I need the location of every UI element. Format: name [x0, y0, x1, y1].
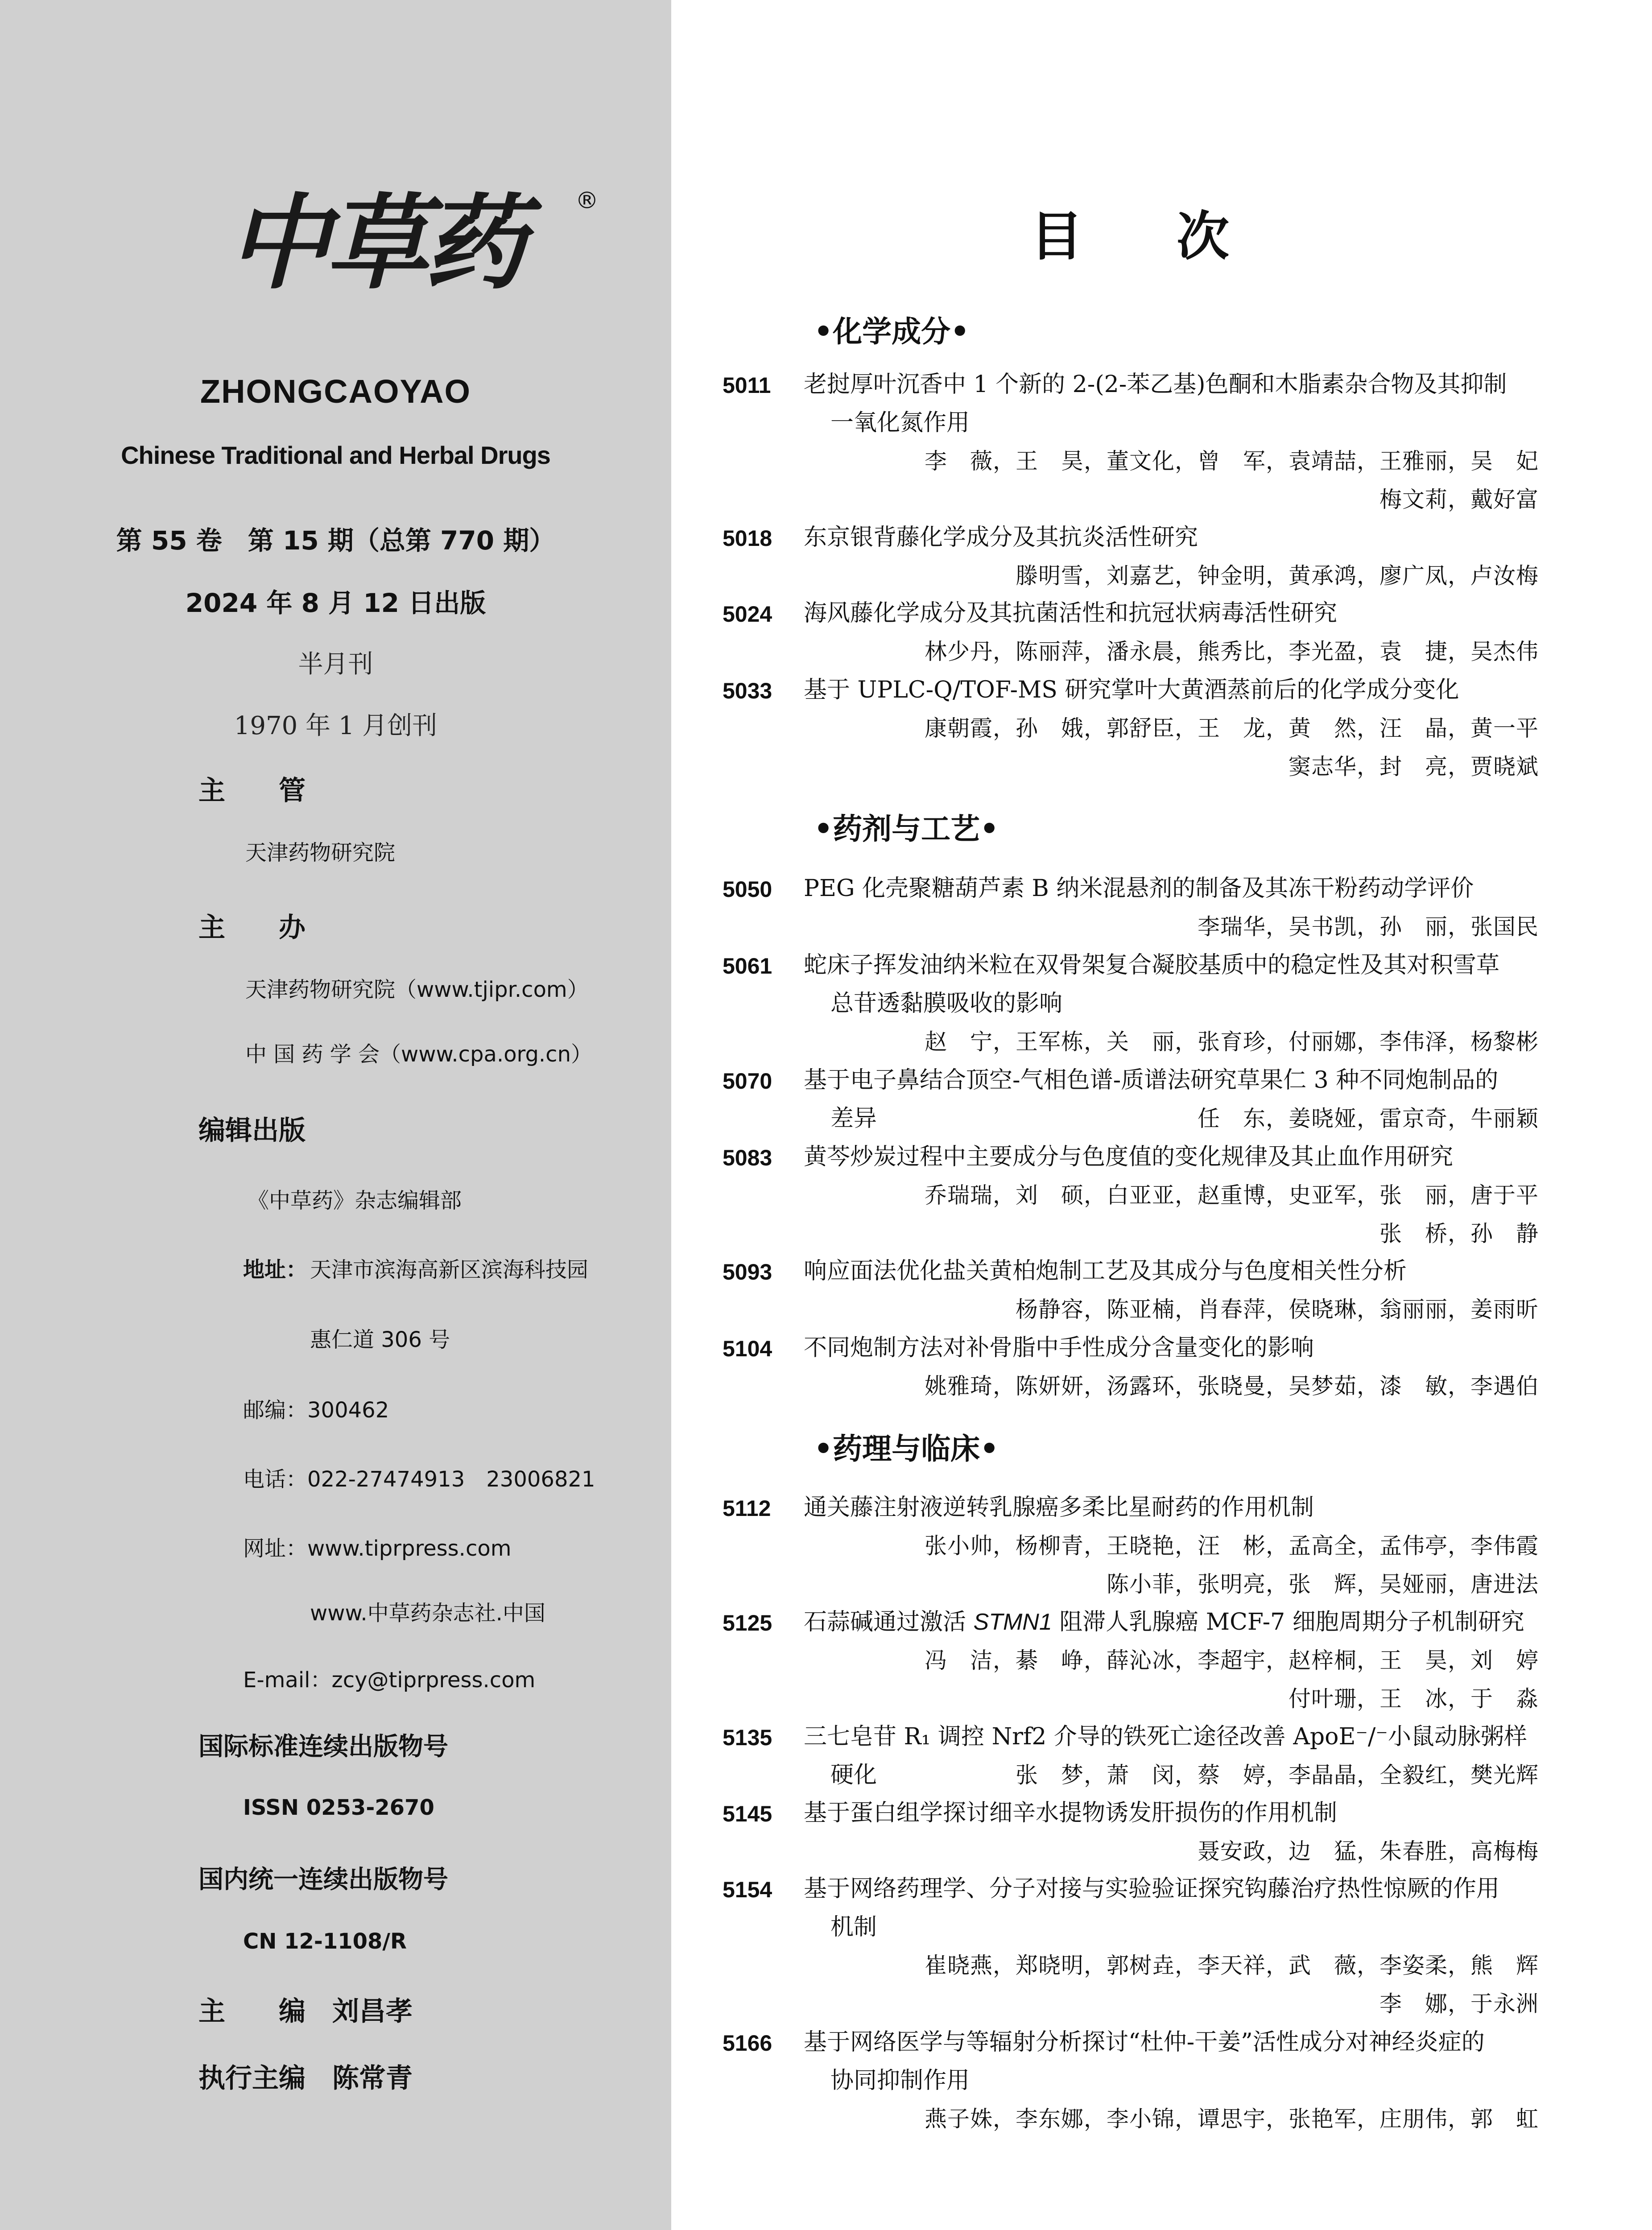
article-authors: 任 东，姜晓娅，雷京奇，牛丽颖: [1198, 1106, 1539, 1132]
page-number: 5112: [723, 1496, 771, 1521]
volume-issue: 第 55 卷 第 15 期（总第 770 期）: [116, 525, 555, 556]
editor-label: 编辑出版: [198, 1115, 306, 1146]
cn-number: CN 12-1108/R: [243, 1929, 407, 1954]
sponsor-2: 中 国 药 学 会（www.cpa.org.cn）: [245, 1042, 592, 1067]
article-title: PEG 化壳聚糖葫芦素 B 纳米混悬剂的制备及其冻干粉药动学评价: [804, 875, 1474, 902]
article-authors: 滕明雪，刘嘉艺，钟金明，黄承鸿，廖广凤，卢汝梅: [1016, 563, 1539, 589]
page-number: 5166: [723, 2031, 772, 2056]
page-number: 5145: [723, 1801, 772, 1826]
page-number: 5125: [723, 1611, 772, 1635]
article-title: 差异: [830, 1105, 877, 1132]
article-title: 协同抑制作用: [830, 2067, 970, 2094]
article-title: 蛇床子挥发油纳米粒在双骨架复合凝胶基质中的稳定性及其对积雪草: [804, 952, 1500, 979]
toc-title: 目次: [1030, 206, 1323, 267]
page-number: 5070: [723, 1069, 772, 1094]
chief-editor: 主 编 刘昌孝: [198, 1996, 413, 2027]
article-title: 基于蛋白组学探讨细辛水提物诱发肝损伤的作用机制: [804, 1800, 1338, 1826]
article-title: 总苷透黏膜吸收的影响: [830, 990, 1063, 1017]
cover-panel: [0, 0, 671, 2230]
issn-label: 国际标准连续出版物号: [198, 1732, 448, 1761]
article-authors: 张小帅，杨柳青，王晓艳，汪 彬，孟高全，孟伟亭，李伟霞: [925, 1533, 1539, 1559]
postcode: 邮编：300462: [243, 1398, 389, 1423]
section-heading-pharmacology: •药理与临床•: [814, 1432, 999, 1466]
article-authors: 陈小菲，张明亮，张 辉，吴娅丽，唐进法: [1107, 1571, 1539, 1597]
page-number: 5024: [723, 602, 772, 627]
page-number: 5050: [723, 877, 772, 902]
article-title: 不同炮制方法对补骨脂中手性成分含量变化的影响: [804, 1334, 1314, 1361]
supervisor: 天津药物研究院: [245, 840, 396, 865]
email: E-mail：zcy@tiprpress.com: [243, 1668, 536, 1693]
article-authors: 梅文莉，戴好富: [1379, 487, 1539, 512]
article-title: 基于网络医学与等辐射分析探讨“杜仲-干姜”活性成分对神经炎症的: [804, 2029, 1485, 2056]
article-authors: 冯 洁，綦 峥，薛沁冰，李超宇，赵梓桐，王 昊，刘 婷: [925, 1648, 1539, 1673]
issn: ISSN 0253-2670: [243, 1795, 434, 1820]
article-title: 机制: [830, 1914, 877, 1941]
article-title: 通关藤注射液逆转乳腺癌多柔比星耐药的作用机制: [804, 1494, 1314, 1521]
section-heading-chemistry: •化学成分•: [814, 314, 970, 349]
website-2: www.中草药杂志社.中国: [310, 1601, 545, 1626]
article-title: 石蒜碱通过激活 STMN1 阻滞人乳腺癌 MCF-7 细胞周期分子机制研究: [804, 1609, 1524, 1635]
page-number: 5093: [723, 1260, 772, 1284]
article-authors: 张 桥，孙 静: [1379, 1221, 1539, 1247]
article-title: 基于电子鼻结合顶空-气相色谱-质谱法研究草果仁 3 种不同炮制品的: [804, 1067, 1499, 1094]
article-authors: 林少丹，陈丽萍，潘永晨，熊秀比，李光盈，袁 捷，吴杰伟: [925, 639, 1539, 665]
article-title: 黄芩炒炭过程中主要成分与色度值的变化规律及其止血作用研究: [804, 1144, 1454, 1170]
article-authors: 李 娜，于永洲: [1379, 1991, 1539, 2017]
article-authors: 李瑞华，吴书凯，孙 丽，张国民: [1198, 914, 1539, 940]
journal-logo: [223, 178, 599, 312]
article-authors: 杨静容，陈亚楠，肖春萍，侯晓琳，翁丽丽，姜雨昕: [1016, 1297, 1539, 1322]
cn-label: 国内统一连续出版物号: [198, 1865, 448, 1894]
page-number: 5083: [723, 1145, 772, 1170]
address-line1: 天津市滨海高新区滨海科技园: [310, 1257, 589, 1282]
sponsor-1: 天津药物研究院（www.tjipr.com）: [245, 977, 589, 1002]
article-title: 响应面法优化盐关黄柏炮制工艺及其成分与色度相关性分析: [804, 1258, 1407, 1284]
address-label: 地址：: [243, 1257, 308, 1282]
article-title: 老挝厚叶沉香中 1 个新的 2-(2-苯乙基)色酮和木脂素杂合物及其抑制: [804, 371, 1507, 398]
article-title: 一氧化氮作用: [830, 409, 970, 436]
page-number: 5033: [723, 678, 772, 703]
article-authors: 乔瑞瑞，刘 硕，白亚亚，赵重博，史亚军，张 丽，唐于平: [925, 1182, 1539, 1208]
executive-editor: 执行主编 陈常青: [198, 2063, 413, 2094]
article-authors: 李 薇，王 昊，董文化，曾 军，袁靖喆，王雅丽，吴 妃: [925, 448, 1539, 474]
article-authors: 燕子姝，李东娜，李小锦，谭思宇，张艳军，庄朋伟，郭 虹: [925, 2106, 1539, 2132]
article-title: 基于网络药理学、分子对接与实验验证探究钩藤治疗热性惊厥的作用: [804, 1875, 1500, 1902]
article-authors: 姚雅琦，陈妍妍，汤露环，张晓曼，吴梦茹，漆 敏，李遇伯: [925, 1373, 1539, 1399]
phone: 电话：022-27474913 23006821: [243, 1467, 595, 1492]
article-title: 基于 UPLC-Q/TOF-MS 研究掌叶大黄酒蒸前后的化学成分变化: [804, 677, 1459, 703]
logo-text: 中草药: [227, 183, 522, 303]
founded-date: 1970 年 1 月创刊: [234, 711, 438, 740]
frequency: 半月刊: [298, 650, 373, 679]
address-line2: 惠仁道 306 号: [310, 1327, 450, 1352]
english-subtitle: Chinese Traditional and Herbal Drugs: [121, 441, 550, 469]
page-number: 5154: [723, 1877, 772, 1902]
article-authors: 康朝霞，孙 娥，郭舒臣，王 龙，黄 然，汪 晶，黄一平: [925, 715, 1539, 741]
gene-name: STMN1: [973, 1609, 1052, 1635]
page-number: 5135: [723, 1725, 772, 1750]
page-number: 5061: [723, 954, 772, 979]
english-title: ZHONGCAOYAO: [200, 373, 471, 410]
article-title: 硬化: [830, 1762, 877, 1788]
website-1: 网址：www.tiprpress.com: [243, 1536, 512, 1561]
article-title: 三七皂苷 R₁ 调控 Nrf2 介导的铁死亡途径改善 ApoE⁻/⁻小鼠动脉粥样: [804, 1723, 1527, 1750]
article-authors: 崔晓燕，郑晓明，郭树垚，李天祥，武 薇，李姿柔，熊 辉: [925, 1953, 1539, 1978]
article-title: 东京银背藤化学成分及其抗炎活性研究: [804, 524, 1198, 551]
page-number: 5018: [723, 526, 772, 551]
article-authors: 张 梦，萧 闵，蔡 婷，李晶晶，全毅红，樊光辉: [1016, 1762, 1539, 1788]
publish-date: 2024 年 8 月 12 日出版: [185, 588, 486, 618]
article-title: 海风藤化学成分及其抗菌活性和抗冠状病毒活性研究: [804, 600, 1338, 627]
section-heading-pharmaceutics: •药剂与工艺•: [814, 812, 999, 846]
article-authors: 聂安政，边 猛，朱春胜，高梅梅: [1198, 1838, 1539, 1864]
article-authors: 赵 宁，王军栋，关 丽，张育珍，付丽娜，李伟泽，杨黎彬: [925, 1029, 1539, 1055]
page-number: 5011: [723, 373, 771, 398]
supervisor-label: 主 管: [198, 775, 306, 806]
article-authors: 窦志华，封 亮，贾晓斌: [1289, 754, 1539, 780]
sponsor-label: 主 办: [198, 912, 306, 943]
page-number: 5104: [723, 1336, 772, 1361]
registered-mark: ®: [575, 187, 599, 214]
article-authors: 付叶珊，王 冰，于 淼: [1289, 1686, 1539, 1712]
editorial-office: 《中草药》杂志编辑部: [248, 1188, 462, 1213]
calligraphy-logo-icon: [223, 178, 589, 312]
